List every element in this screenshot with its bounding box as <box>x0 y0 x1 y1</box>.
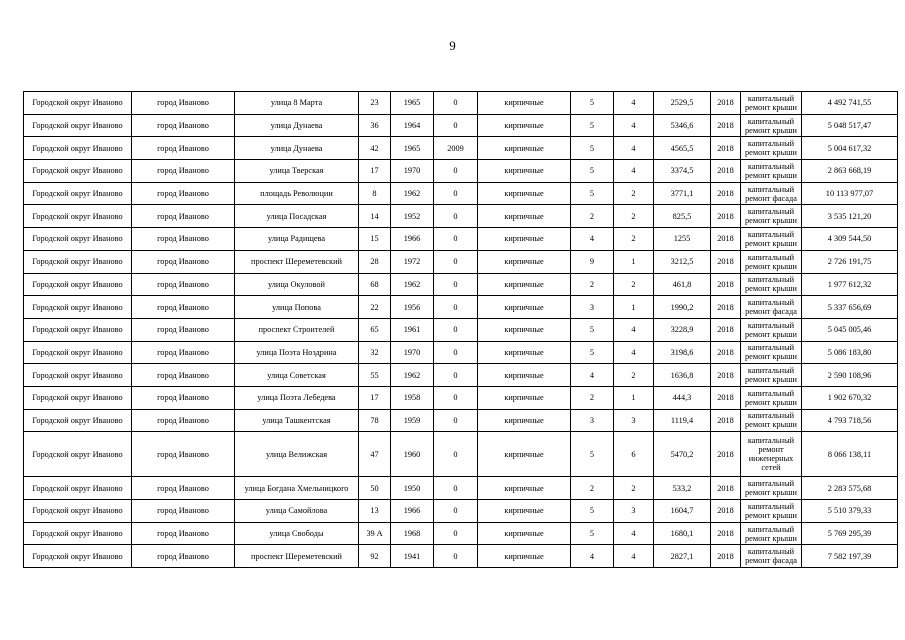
cell-year-built: 1964 <box>391 114 434 137</box>
cell-work-type: капитальный ремонт крыши <box>741 522 802 545</box>
cell-wall-material: кирпичные <box>478 92 571 115</box>
cell-work-type: капитальный ремонт крыши <box>741 500 802 523</box>
cell-work-type: капитальный ремонт крыши <box>741 228 802 251</box>
cell-cost: 5 769 295,39 <box>802 522 898 545</box>
cell-settlement: город Иваново <box>132 273 235 296</box>
cell-entrances: 3 <box>614 500 654 523</box>
table-body <box>24 92 898 568</box>
cell-year-built: 1972 <box>391 250 434 273</box>
cell-year-built: 1952 <box>391 205 434 228</box>
cell-cost: 2 863 668,19 <box>802 160 898 183</box>
cell-year-reconstr: 0 <box>434 522 478 545</box>
cell-settlement: город Иваново <box>132 318 235 341</box>
cell-plan-year: 2018 <box>711 182 741 205</box>
cell-plan-year: 2018 <box>711 386 741 409</box>
cell-settlement: город Иваново <box>132 477 235 500</box>
cell-area: 1255 <box>654 228 711 251</box>
cell-plan-year: 2018 <box>711 432 741 477</box>
cell-wall-material: кирпичные <box>478 160 571 183</box>
cell-house: 92 <box>359 545 391 568</box>
cell-cost: 2 283 575,68 <box>802 477 898 500</box>
cell-municipality: Городской округ Иваново <box>24 409 132 432</box>
cell-street: улица 8 Марта <box>235 92 359 115</box>
cell-year-reconstr: 0 <box>434 250 478 273</box>
cell-plan-year: 2018 <box>711 364 741 387</box>
cell-house: 50 <box>359 477 391 500</box>
table-row <box>24 273 898 296</box>
cell-year-built: 1956 <box>391 296 434 319</box>
cell-house: 47 <box>359 432 391 477</box>
cell-floors: 5 <box>571 500 614 523</box>
cell-floors: 5 <box>571 182 614 205</box>
cell-year-reconstr: 0 <box>434 432 478 477</box>
cell-year-reconstr: 0 <box>434 545 478 568</box>
cell-floors: 5 <box>571 341 614 364</box>
cell-house: 36 <box>359 114 391 137</box>
cell-wall-material: кирпичные <box>478 205 571 228</box>
cell-settlement: город Иваново <box>132 545 235 568</box>
cell-settlement: город Иваново <box>132 522 235 545</box>
cell-area: 1990,2 <box>654 296 711 319</box>
table-row <box>24 500 898 523</box>
cell-year-reconstr: 0 <box>434 500 478 523</box>
cell-cost: 1 902 670,32 <box>802 386 898 409</box>
cell-street: улица Советская <box>235 364 359 387</box>
table-row <box>24 477 898 500</box>
cell-cost: 3 535 121,20 <box>802 205 898 228</box>
cell-municipality: Городской округ Иваново <box>24 522 132 545</box>
cell-floors: 4 <box>571 364 614 387</box>
cell-area: 1636,8 <box>654 364 711 387</box>
table-row <box>24 250 898 273</box>
cell-cost: 4 793 718,56 <box>802 409 898 432</box>
cell-plan-year: 2018 <box>711 205 741 228</box>
cell-entrances: 1 <box>614 386 654 409</box>
cell-entrances: 4 <box>614 318 654 341</box>
cell-year-built: 1962 <box>391 273 434 296</box>
cell-year-built: 1968 <box>391 522 434 545</box>
table-row <box>24 432 898 477</box>
cell-work-type: капитальный ремонт фасада <box>741 545 802 568</box>
cell-cost: 4 309 544,50 <box>802 228 898 251</box>
cell-plan-year: 2018 <box>711 250 741 273</box>
cell-municipality: Городской округ Иваново <box>24 250 132 273</box>
capital-repair-table <box>23 91 898 568</box>
cell-house: 68 <box>359 273 391 296</box>
cell-area: 1119,4 <box>654 409 711 432</box>
cell-wall-material: кирпичные <box>478 318 571 341</box>
cell-municipality: Городской округ Иваново <box>24 364 132 387</box>
cell-area: 3374,5 <box>654 160 711 183</box>
cell-municipality: Городской округ Иваново <box>24 114 132 137</box>
cell-plan-year: 2018 <box>711 318 741 341</box>
cell-municipality: Городской округ Иваново <box>24 228 132 251</box>
cell-area: 1604,7 <box>654 500 711 523</box>
cell-wall-material: кирпичные <box>478 432 571 477</box>
cell-work-type: капитальный ремонт фасада <box>741 182 802 205</box>
cell-year-reconstr: 0 <box>434 318 478 341</box>
cell-house: 23 <box>359 92 391 115</box>
cell-cost: 5 048 517,47 <box>802 114 898 137</box>
cell-entrances: 1 <box>614 296 654 319</box>
cell-wall-material: кирпичные <box>478 409 571 432</box>
cell-year-built: 1962 <box>391 364 434 387</box>
cell-work-type: капитальный ремонт крыши <box>741 409 802 432</box>
cell-plan-year: 2018 <box>711 296 741 319</box>
cell-work-type: капитальный ремонт фасада <box>741 296 802 319</box>
table-row <box>24 341 898 364</box>
table-row <box>24 160 898 183</box>
cell-work-type: капитальный ремонт крыши <box>741 92 802 115</box>
cell-year-reconstr: 2009 <box>434 137 478 160</box>
cell-floors: 3 <box>571 296 614 319</box>
cell-municipality: Городской округ Иваново <box>24 386 132 409</box>
cell-street: улица Окуловой <box>235 273 359 296</box>
cell-municipality: Городской округ Иваново <box>24 477 132 500</box>
cell-plan-year: 2018 <box>711 92 741 115</box>
table-row <box>24 182 898 205</box>
cell-area: 444,3 <box>654 386 711 409</box>
cell-municipality: Городской округ Иваново <box>24 182 132 205</box>
cell-settlement: город Иваново <box>132 409 235 432</box>
cell-work-type: капитальный ремонт крыши <box>741 250 802 273</box>
cell-settlement: город Иваново <box>132 341 235 364</box>
cell-street: улица Дунаева <box>235 137 359 160</box>
table-row <box>24 545 898 568</box>
cell-wall-material: кирпичные <box>478 114 571 137</box>
cell-floors: 5 <box>571 92 614 115</box>
cell-year-reconstr: 0 <box>434 182 478 205</box>
cell-year-built: 1965 <box>391 137 434 160</box>
cell-house: 65 <box>359 318 391 341</box>
cell-plan-year: 2018 <box>711 273 741 296</box>
cell-year-built: 1966 <box>391 500 434 523</box>
cell-work-type: капитальный ремонт крыши <box>741 273 802 296</box>
cell-house: 39 А <box>359 522 391 545</box>
cell-settlement: город Иваново <box>132 250 235 273</box>
cell-settlement: город Иваново <box>132 114 235 137</box>
cell-year-reconstr: 0 <box>434 160 478 183</box>
cell-house: 17 <box>359 386 391 409</box>
cell-entrances: 2 <box>614 205 654 228</box>
cell-work-type: капитальный ремонт крыши <box>741 114 802 137</box>
cell-year-reconstr: 0 <box>434 92 478 115</box>
cell-area: 825,5 <box>654 205 711 228</box>
cell-year-built: 1950 <box>391 477 434 500</box>
cell-plan-year: 2018 <box>711 160 741 183</box>
cell-street: улица Попова <box>235 296 359 319</box>
cell-cost: 2 590 108,96 <box>802 364 898 387</box>
cell-floors: 5 <box>571 160 614 183</box>
cell-year-reconstr: 0 <box>434 296 478 319</box>
cell-house: 78 <box>359 409 391 432</box>
cell-area: 5346,6 <box>654 114 711 137</box>
cell-house: 22 <box>359 296 391 319</box>
cell-wall-material: кирпичные <box>478 250 571 273</box>
cell-cost: 5 510 379,33 <box>802 500 898 523</box>
table-row <box>24 296 898 319</box>
table-row <box>24 228 898 251</box>
cell-plan-year: 2018 <box>711 545 741 568</box>
cell-house: 55 <box>359 364 391 387</box>
cell-floors: 5 <box>571 137 614 160</box>
cell-floors: 2 <box>571 205 614 228</box>
table-row <box>24 205 898 228</box>
cell-year-built: 1965 <box>391 92 434 115</box>
cell-wall-material: кирпичные <box>478 137 571 160</box>
cell-work-type: капитальный ремонт инженерных сетей <box>741 432 802 477</box>
cell-wall-material: кирпичные <box>478 296 571 319</box>
cell-wall-material: кирпичные <box>478 341 571 364</box>
cell-cost: 2 726 191,75 <box>802 250 898 273</box>
cell-street: улица Радищева <box>235 228 359 251</box>
cell-year-built: 1958 <box>391 386 434 409</box>
table-row <box>24 92 898 115</box>
cell-plan-year: 2018 <box>711 500 741 523</box>
cell-year-reconstr: 0 <box>434 228 478 251</box>
cell-street: проспект Строителей <box>235 318 359 341</box>
cell-area: 3198,6 <box>654 341 711 364</box>
cell-year-built: 1959 <box>391 409 434 432</box>
cell-floors: 2 <box>571 273 614 296</box>
cell-entrances: 4 <box>614 160 654 183</box>
cell-house: 13 <box>359 500 391 523</box>
cell-entrances: 3 <box>614 409 654 432</box>
cell-entrances: 4 <box>614 341 654 364</box>
cell-street: улица Ташкентская <box>235 409 359 432</box>
cell-floors: 2 <box>571 477 614 500</box>
cell-settlement: город Иваново <box>132 296 235 319</box>
cell-plan-year: 2018 <box>711 228 741 251</box>
cell-settlement: город Иваново <box>132 182 235 205</box>
cell-entrances: 4 <box>614 545 654 568</box>
cell-year-built: 1966 <box>391 228 434 251</box>
cell-plan-year: 2018 <box>711 522 741 545</box>
cell-settlement: город Иваново <box>132 160 235 183</box>
cell-cost: 5 004 617,32 <box>802 137 898 160</box>
cell-work-type: капитальный ремонт крыши <box>741 205 802 228</box>
cell-area: 2827,1 <box>654 545 711 568</box>
cell-work-type: капитальный ремонт крыши <box>741 386 802 409</box>
cell-cost: 5 086 183,80 <box>802 341 898 364</box>
cell-house: 15 <box>359 228 391 251</box>
cell-cost: 4 492 741,55 <box>802 92 898 115</box>
cell-area: 3212,5 <box>654 250 711 273</box>
cell-house: 32 <box>359 341 391 364</box>
cell-settlement: город Иваново <box>132 386 235 409</box>
cell-street: улица Богдана Хмельницкого <box>235 477 359 500</box>
cell-work-type: капитальный ремонт крыши <box>741 160 802 183</box>
cell-street: улица Поэта Лебедева <box>235 386 359 409</box>
cell-settlement: город Иваново <box>132 92 235 115</box>
cell-year-built: 1970 <box>391 160 434 183</box>
cell-work-type: капитальный ремонт крыши <box>741 477 802 500</box>
cell-street: улица Дунаева <box>235 114 359 137</box>
cell-plan-year: 2018 <box>711 477 741 500</box>
cell-street: проспект Шереметевский <box>235 545 359 568</box>
cell-wall-material: кирпичные <box>478 386 571 409</box>
cell-wall-material: кирпичные <box>478 182 571 205</box>
cell-wall-material: кирпичные <box>478 364 571 387</box>
cell-year-built: 1962 <box>391 182 434 205</box>
cell-area: 2529,5 <box>654 92 711 115</box>
cell-house: 28 <box>359 250 391 273</box>
cell-entrances: 4 <box>614 137 654 160</box>
cell-entrances: 2 <box>614 364 654 387</box>
cell-entrances: 2 <box>614 182 654 205</box>
cell-wall-material: кирпичные <box>478 500 571 523</box>
cell-municipality: Городской округ Иваново <box>24 500 132 523</box>
cell-work-type: капитальный ремонт крыши <box>741 137 802 160</box>
cell-cost: 8 066 138,11 <box>802 432 898 477</box>
cell-plan-year: 2018 <box>711 341 741 364</box>
cell-street: улица Велижская <box>235 432 359 477</box>
cell-street: улица Поэта Ноздрина <box>235 341 359 364</box>
cell-wall-material: кирпичные <box>478 273 571 296</box>
cell-year-built: 1961 <box>391 318 434 341</box>
cell-entrances: 4 <box>614 114 654 137</box>
cell-settlement: город Иваново <box>132 137 235 160</box>
cell-municipality: Городской округ Иваново <box>24 92 132 115</box>
table-row <box>24 137 898 160</box>
cell-floors: 2 <box>571 386 614 409</box>
cell-wall-material: кирпичные <box>478 545 571 568</box>
cell-area: 461,8 <box>654 273 711 296</box>
cell-floors: 5 <box>571 318 614 341</box>
cell-area: 4565,5 <box>654 137 711 160</box>
cell-municipality: Городской округ Иваново <box>24 273 132 296</box>
cell-floors: 3 <box>571 409 614 432</box>
cell-plan-year: 2018 <box>711 137 741 160</box>
cell-house: 42 <box>359 137 391 160</box>
cell-municipality: Городской округ Иваново <box>24 205 132 228</box>
cell-street: улица Самойлова <box>235 500 359 523</box>
cell-municipality: Городской округ Иваново <box>24 137 132 160</box>
cell-street: улица Свободы <box>235 522 359 545</box>
cell-entrances: 6 <box>614 432 654 477</box>
cell-municipality: Городской округ Иваново <box>24 341 132 364</box>
cell-settlement: город Иваново <box>132 228 235 251</box>
cell-municipality: Городской округ Иваново <box>24 432 132 477</box>
cell-cost: 5 337 656,69 <box>802 296 898 319</box>
table-row <box>24 318 898 341</box>
cell-house: 14 <box>359 205 391 228</box>
cell-year-reconstr: 0 <box>434 364 478 387</box>
cell-settlement: город Иваново <box>132 432 235 477</box>
cell-entrances: 1 <box>614 250 654 273</box>
cell-floors: 9 <box>571 250 614 273</box>
cell-work-type: капитальный ремонт крыши <box>741 318 802 341</box>
cell-entrances: 2 <box>614 477 654 500</box>
cell-area: 5470,2 <box>654 432 711 477</box>
table-row <box>24 364 898 387</box>
cell-municipality: Городской округ Иваново <box>24 318 132 341</box>
cell-floors: 4 <box>571 545 614 568</box>
cell-area: 533,2 <box>654 477 711 500</box>
cell-cost: 1 977 612,32 <box>802 273 898 296</box>
cell-year-built: 1960 <box>391 432 434 477</box>
cell-house: 17 <box>359 160 391 183</box>
cell-street: улица Тверская <box>235 160 359 183</box>
cell-plan-year: 2018 <box>711 409 741 432</box>
cell-street: улица Посадская <box>235 205 359 228</box>
cell-wall-material: кирпичные <box>478 228 571 251</box>
cell-floors: 5 <box>571 114 614 137</box>
cell-year-built: 1941 <box>391 545 434 568</box>
cell-wall-material: кирпичные <box>478 522 571 545</box>
page-number: 9 <box>449 38 456 53</box>
cell-area: 3771,1 <box>654 182 711 205</box>
cell-work-type: капитальный ремонт крыши <box>741 364 802 387</box>
cell-area: 1680,1 <box>654 522 711 545</box>
table-row <box>24 409 898 432</box>
cell-year-built: 1970 <box>391 341 434 364</box>
cell-entrances: 4 <box>614 522 654 545</box>
cell-year-reconstr: 0 <box>434 114 478 137</box>
cell-street: площадь Революции <box>235 182 359 205</box>
cell-floors: 5 <box>571 432 614 477</box>
cell-floors: 5 <box>571 522 614 545</box>
cell-entrances: 4 <box>614 92 654 115</box>
cell-plan-year: 2018 <box>711 114 741 137</box>
cell-cost: 7 582 197,39 <box>802 545 898 568</box>
cell-house: 8 <box>359 182 391 205</box>
table-row <box>24 114 898 137</box>
cell-municipality: Городской округ Иваново <box>24 296 132 319</box>
cell-year-reconstr: 0 <box>434 409 478 432</box>
cell-municipality: Городской округ Иваново <box>24 160 132 183</box>
cell-year-reconstr: 0 <box>434 273 478 296</box>
table-row <box>24 386 898 409</box>
cell-area: 3228,9 <box>654 318 711 341</box>
cell-settlement: город Иваново <box>132 364 235 387</box>
cell-year-reconstr: 0 <box>434 341 478 364</box>
cell-settlement: город Иваново <box>132 205 235 228</box>
cell-entrances: 2 <box>614 228 654 251</box>
table-row <box>24 522 898 545</box>
cell-year-reconstr: 0 <box>434 205 478 228</box>
cell-year-reconstr: 0 <box>434 386 478 409</box>
cell-cost: 10 113 977,07 <box>802 182 898 205</box>
cell-work-type: капитальный ремонт крыши <box>741 341 802 364</box>
cell-floors: 4 <box>571 228 614 251</box>
cell-year-reconstr: 0 <box>434 477 478 500</box>
cell-cost: 5 045 005,46 <box>802 318 898 341</box>
cell-entrances: 2 <box>614 273 654 296</box>
cell-settlement: город Иваново <box>132 500 235 523</box>
cell-street: проспект Шереметевский <box>235 250 359 273</box>
cell-municipality: Городской округ Иваново <box>24 545 132 568</box>
cell-wall-material: кирпичные <box>478 477 571 500</box>
